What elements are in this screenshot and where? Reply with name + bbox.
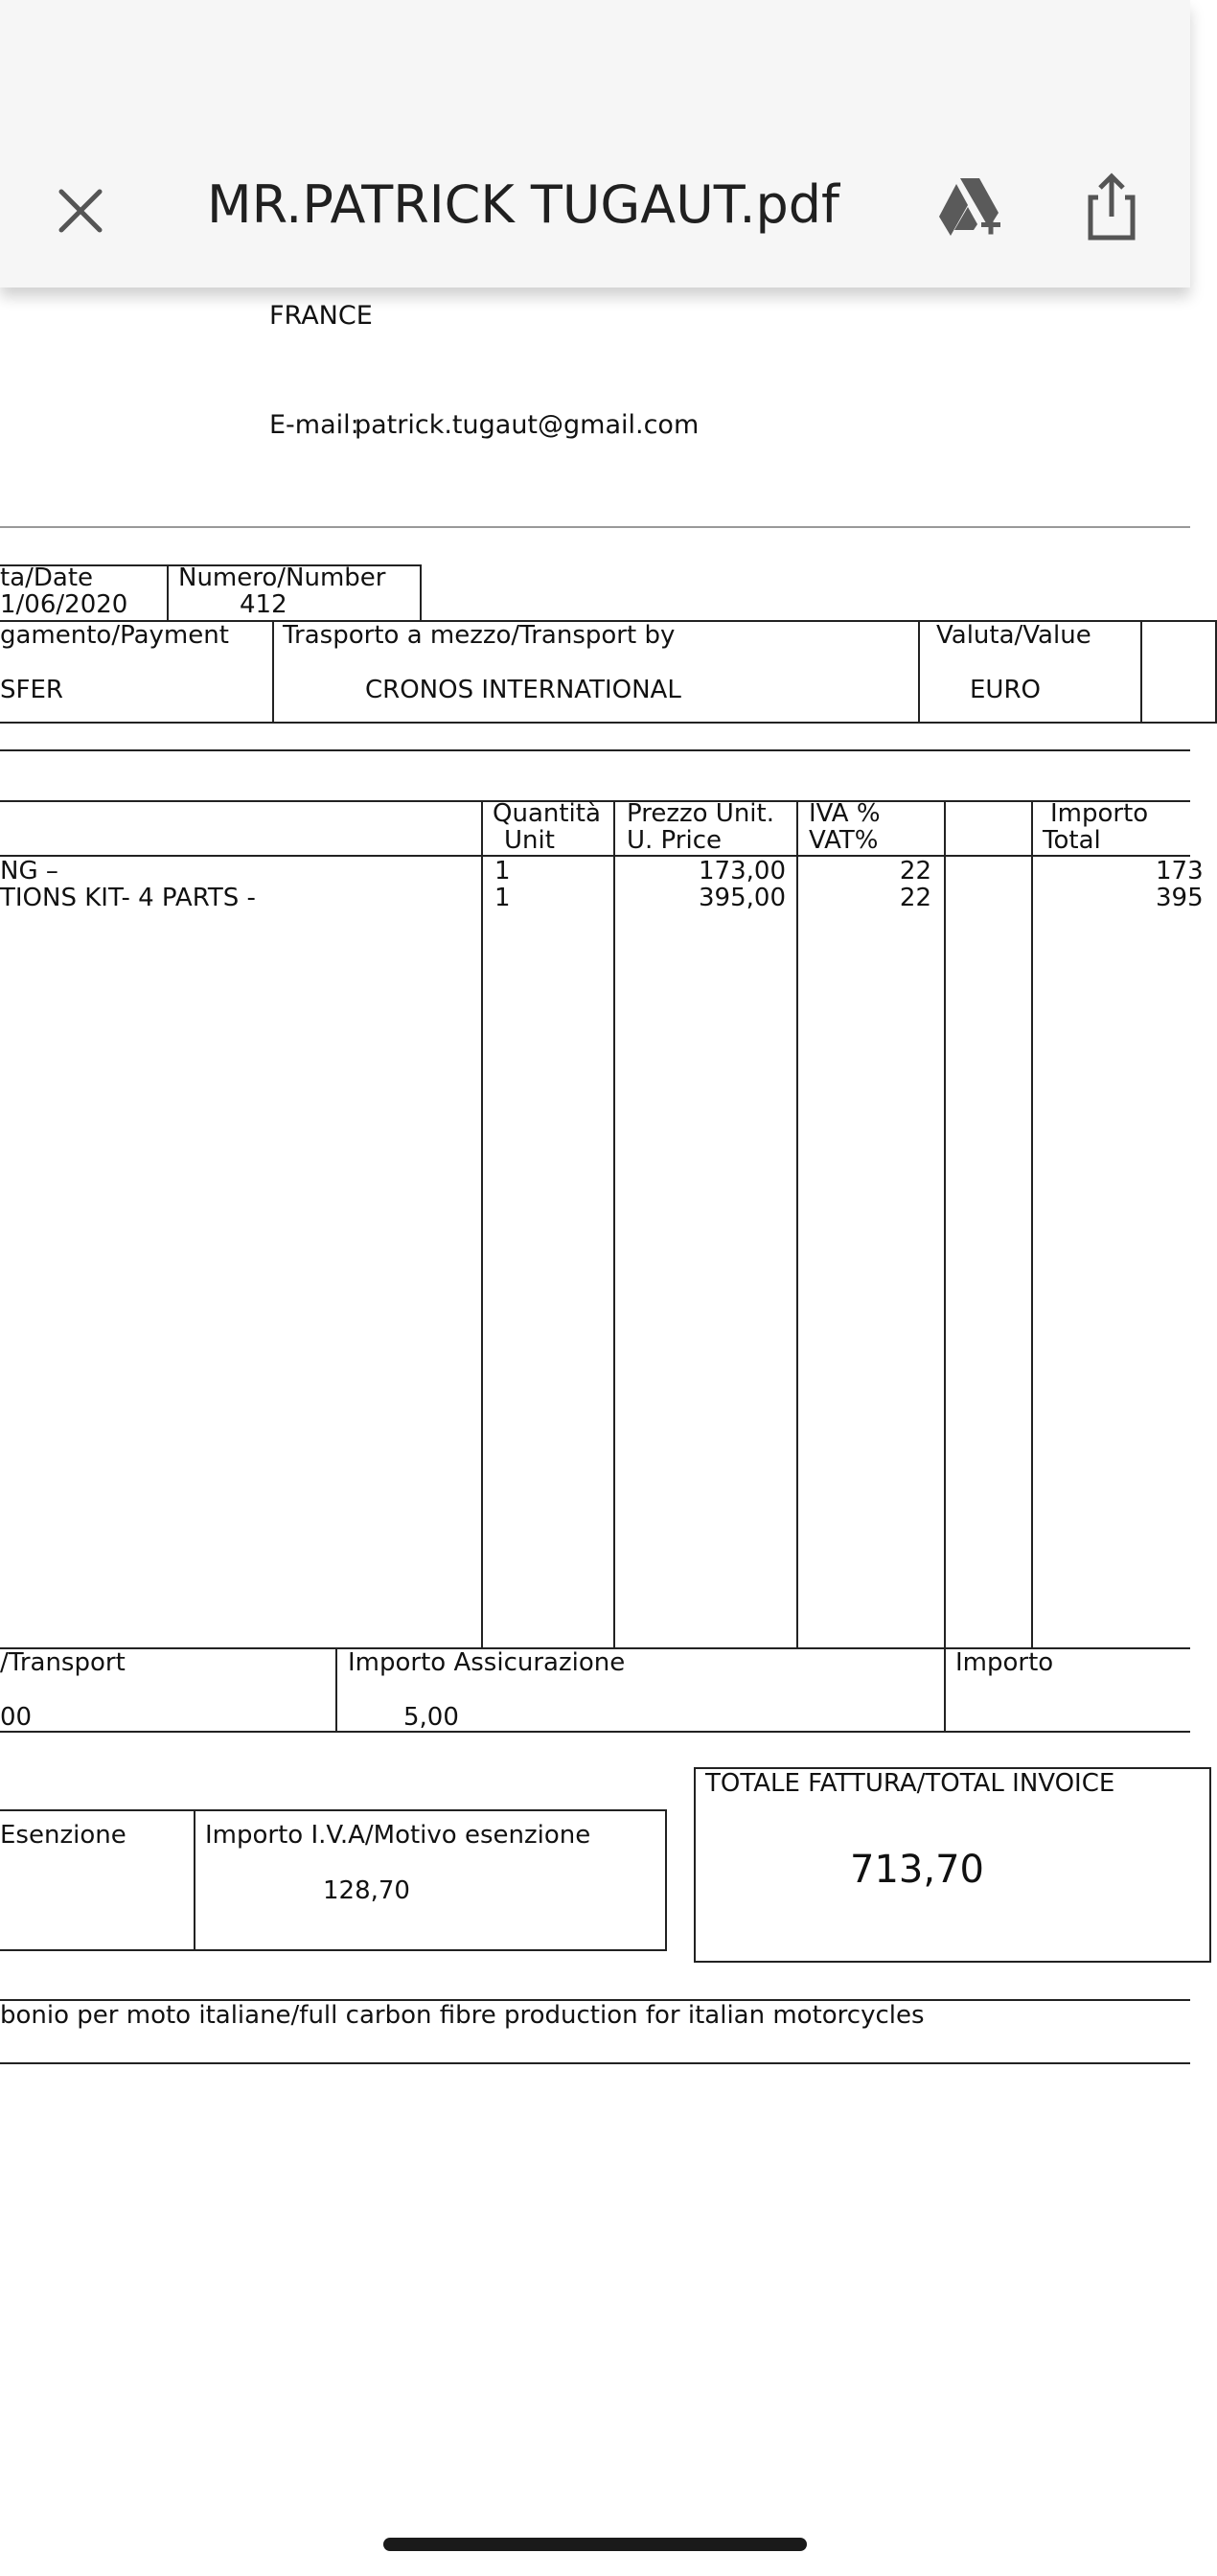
- col-divider-price: [613, 800, 615, 1649]
- table-row-2-vat: 22: [899, 884, 931, 912]
- charges-divider-1: [335, 1647, 337, 1733]
- col-divider-empty: [944, 800, 946, 1649]
- charges-row-bottom: [0, 1731, 1190, 1733]
- share-icon: [1077, 169, 1146, 245]
- total-invoice-value: 713,70: [850, 1848, 984, 1892]
- close-icon: [50, 180, 111, 242]
- header-vat-1: IVA %: [809, 799, 881, 828]
- insurance-label: Importo Assicurazione: [348, 1648, 626, 1677]
- extra-box: [1140, 620, 1217, 724]
- transport-value: CRONOS INTERNATIONAL: [365, 676, 681, 704]
- transport-charge-value: 00: [0, 1703, 33, 1732]
- col-divider-vat: [796, 800, 798, 1649]
- payment-label: gamento/Payment: [0, 621, 229, 650]
- close-button[interactable]: [50, 180, 111, 242]
- transport-charge-label: /Transport: [0, 1648, 126, 1677]
- footer-tagline: bonio per moto italiane/full carbon fibre production for italian motorcycles: [0, 2001, 925, 2030]
- number-value: 412: [240, 590, 287, 619]
- home-indicator[interactable]: [383, 2538, 807, 2551]
- table-row-1-total: 173: [1156, 857, 1204, 886]
- file-title: MR.PATRICK TUGAUT.pdf: [207, 174, 840, 235]
- table-row-2-desc: TIONS KIT- 4 PARTS -: [0, 884, 256, 912]
- col-divider-qty: [481, 800, 483, 1649]
- table-row-1-price: 173,00: [699, 857, 786, 886]
- amount-label: Importo: [955, 1648, 1054, 1677]
- add-to-drive-icon: [935, 172, 1004, 242]
- vat-amount-label: Importo I.V.A/Motivo esenzione: [205, 1821, 591, 1850]
- viewer-toolbar: [0, 0, 1190, 288]
- header-total-2: Total: [1043, 826, 1101, 855]
- items-table-header-bottom: [0, 855, 1190, 857]
- exemption-label: Esenzione: [0, 1821, 126, 1850]
- add-to-drive-button[interactable]: [935, 172, 1004, 242]
- header-qty-2: Unit: [504, 826, 555, 855]
- table-row-2-total: 395: [1156, 884, 1204, 912]
- header-qty-1: Quantità: [493, 799, 601, 828]
- footer-bottom-line: [0, 2062, 1190, 2064]
- header-price-1: Prezzo Unit.: [627, 799, 774, 828]
- table-row-2-qty: 1: [494, 884, 511, 912]
- currency-label: Valuta/Value: [936, 621, 1091, 650]
- number-label: Numero/Number: [178, 564, 386, 592]
- table-row-1-desc: NG –: [0, 857, 58, 886]
- separator-line: [0, 749, 1190, 751]
- payment-value: SFER: [0, 676, 63, 704]
- share-button[interactable]: [1077, 169, 1146, 245]
- table-row-1-qty: 1: [494, 857, 511, 886]
- col-divider-total: [1031, 800, 1033, 1649]
- charges-divider-2: [944, 1647, 946, 1733]
- date-label: ta/Date: [0, 564, 94, 592]
- divider: [0, 526, 1190, 528]
- transport-label: Trasporto a mezzo/Transport by: [283, 621, 676, 650]
- header-vat-2: VAT%: [809, 826, 879, 855]
- currency-value: EURO: [970, 676, 1041, 704]
- table-row-2-price: 395,00: [699, 884, 786, 912]
- table-row-1-vat: 22: [899, 857, 931, 886]
- recipient-email-label: E-mail:: [269, 410, 359, 440]
- header-price-2: U. Price: [627, 826, 722, 855]
- recipient-country: FRANCE: [269, 301, 373, 331]
- date-value: 1/06/2020: [0, 590, 128, 619]
- header-total-1: Importo: [1050, 799, 1149, 828]
- recipient-email: patrick.tugaut@gmail.com: [355, 410, 700, 440]
- vat-amount-value: 128,70: [323, 1876, 410, 1905]
- total-invoice-label: TOTALE FATTURA/TOTAL INVOICE: [705, 1769, 1115, 1798]
- insurance-value: 5,00: [403, 1703, 459, 1732]
